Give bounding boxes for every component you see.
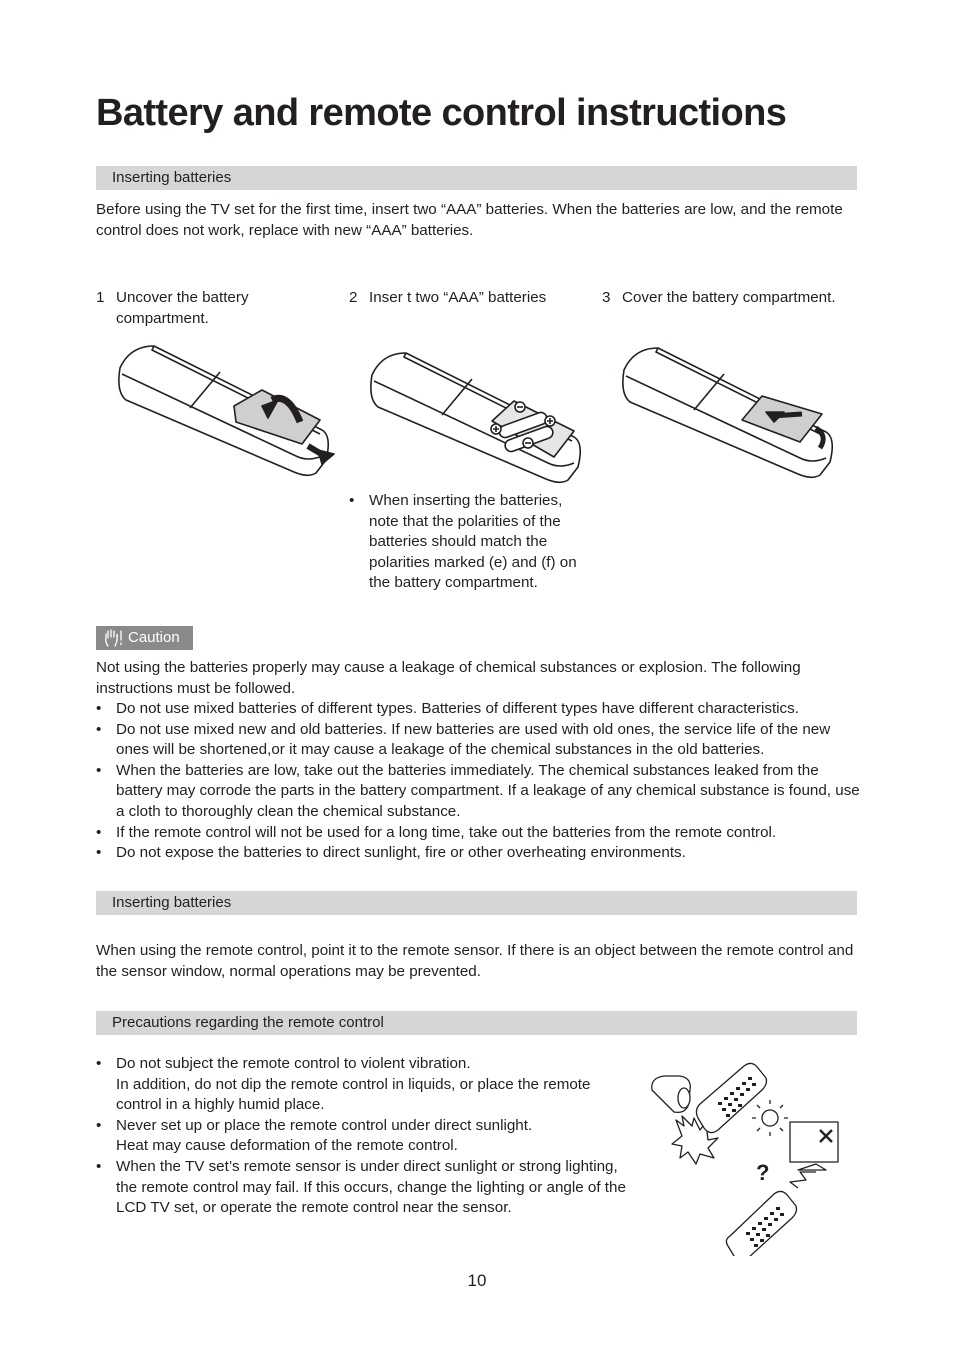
caution-badge xyxy=(96,626,193,650)
list-item: • When the batteries are low, take out the batteries immediately. The chemical substances leaked from the battery may corrode the parts in the battery compartment. If a leakage of any chemical substance is found, use a cloth to thoroughly clean the chemical substance. xyxy=(96,761,860,820)
list-item: • Never set up or place the remote control under direct sunlight. Heat may cause deformation of the remote control. xyxy=(96,1116,533,1155)
list-item: • Do not use mixed new and old batteries. If new batteries are used with old ones, the service life of the new ones will be shortened,or it may cause a leakage of the chemical substances in the old batteries. xyxy=(96,720,831,759)
svg-text:?: ? xyxy=(756,1160,770,1185)
page-number: 10 xyxy=(467,1271,487,1290)
caution-hand-icon xyxy=(103,628,125,648)
caution-list xyxy=(96,699,861,864)
step-number: 1 xyxy=(96,289,105,306)
polarity-note xyxy=(349,491,594,594)
step-number: 2 xyxy=(349,289,358,306)
section-heading-precautions: Precautions regarding the remote control xyxy=(96,1011,857,1035)
page-title: Battery and remote control instructions xyxy=(96,92,787,134)
remote-precautions-illustration xyxy=(648,1060,844,1256)
caution-intro-paragraph: Not using the batteries properly may cause a leakage of chemical substances or explosion. The following instructions must be followed. xyxy=(96,659,801,697)
section-heading-inserting-batteries: Inserting batteries xyxy=(96,166,857,190)
step-text: Cover the battery compartment. xyxy=(622,289,836,306)
step-text: Uncover the battery compartment. xyxy=(116,289,249,327)
step-1 xyxy=(96,288,296,329)
section-heading-inserting-batteries-2: Inserting batteries xyxy=(96,891,857,915)
list-item: • Do not subject the remote control to violent vibration. In addition, do not dip the remote control in liquids, or place the remote control in a highly humid place. xyxy=(96,1055,591,1114)
list-item: • If the remote control will not be used for a long time, take out the batteries from the remote control. xyxy=(96,823,777,841)
caution-label: Caution xyxy=(128,629,180,646)
step-number: 3 xyxy=(602,289,611,306)
remote-uncover-illustration xyxy=(112,338,336,478)
precautions-list xyxy=(96,1054,636,1219)
step-text: Inser t two “AAA” batteries xyxy=(369,289,547,306)
list-item: • Do not expose the batteries to direct sunlight, fire or other overheating environments. xyxy=(96,844,686,862)
polarity-note-text: When inserting the batteries, note that the polarities of the batteries should match the polarities marked (e) and (f) on the battery compartment. xyxy=(369,492,577,592)
list-item: • When inserting the batteries, note that the polarities of the batteries should match the polarities marked (e) and (f) on the battery compartment. xyxy=(349,492,577,592)
step-3 xyxy=(602,288,862,309)
step-2 xyxy=(349,288,589,309)
remote-insert-batteries-illustration xyxy=(364,345,588,485)
remote-sensor-paragraph: When using the remote control, point it to the remote sensor. If there is an object between the remote control and the sensor window, normal operations may be prevented. xyxy=(96,942,854,980)
remote-cover-illustration xyxy=(616,340,840,480)
battery-intro-paragraph: Before using the TV set for the first time, insert two “AAA” batteries. When the batteries are low, and the remote control does not work, replace with new “AAA” batteries. xyxy=(96,201,843,239)
list-item: • When the TV set’s remote sensor is under direct sunlight or strong lighting, the remote control may fail. If this occurs, change the lighting or angle of the LCD TV set, or operate the remote control near the sensor. xyxy=(96,1157,626,1217)
list-item: • Do not use mixed batteries of different types. Batteries of different types have different characteristics. xyxy=(96,700,799,717)
